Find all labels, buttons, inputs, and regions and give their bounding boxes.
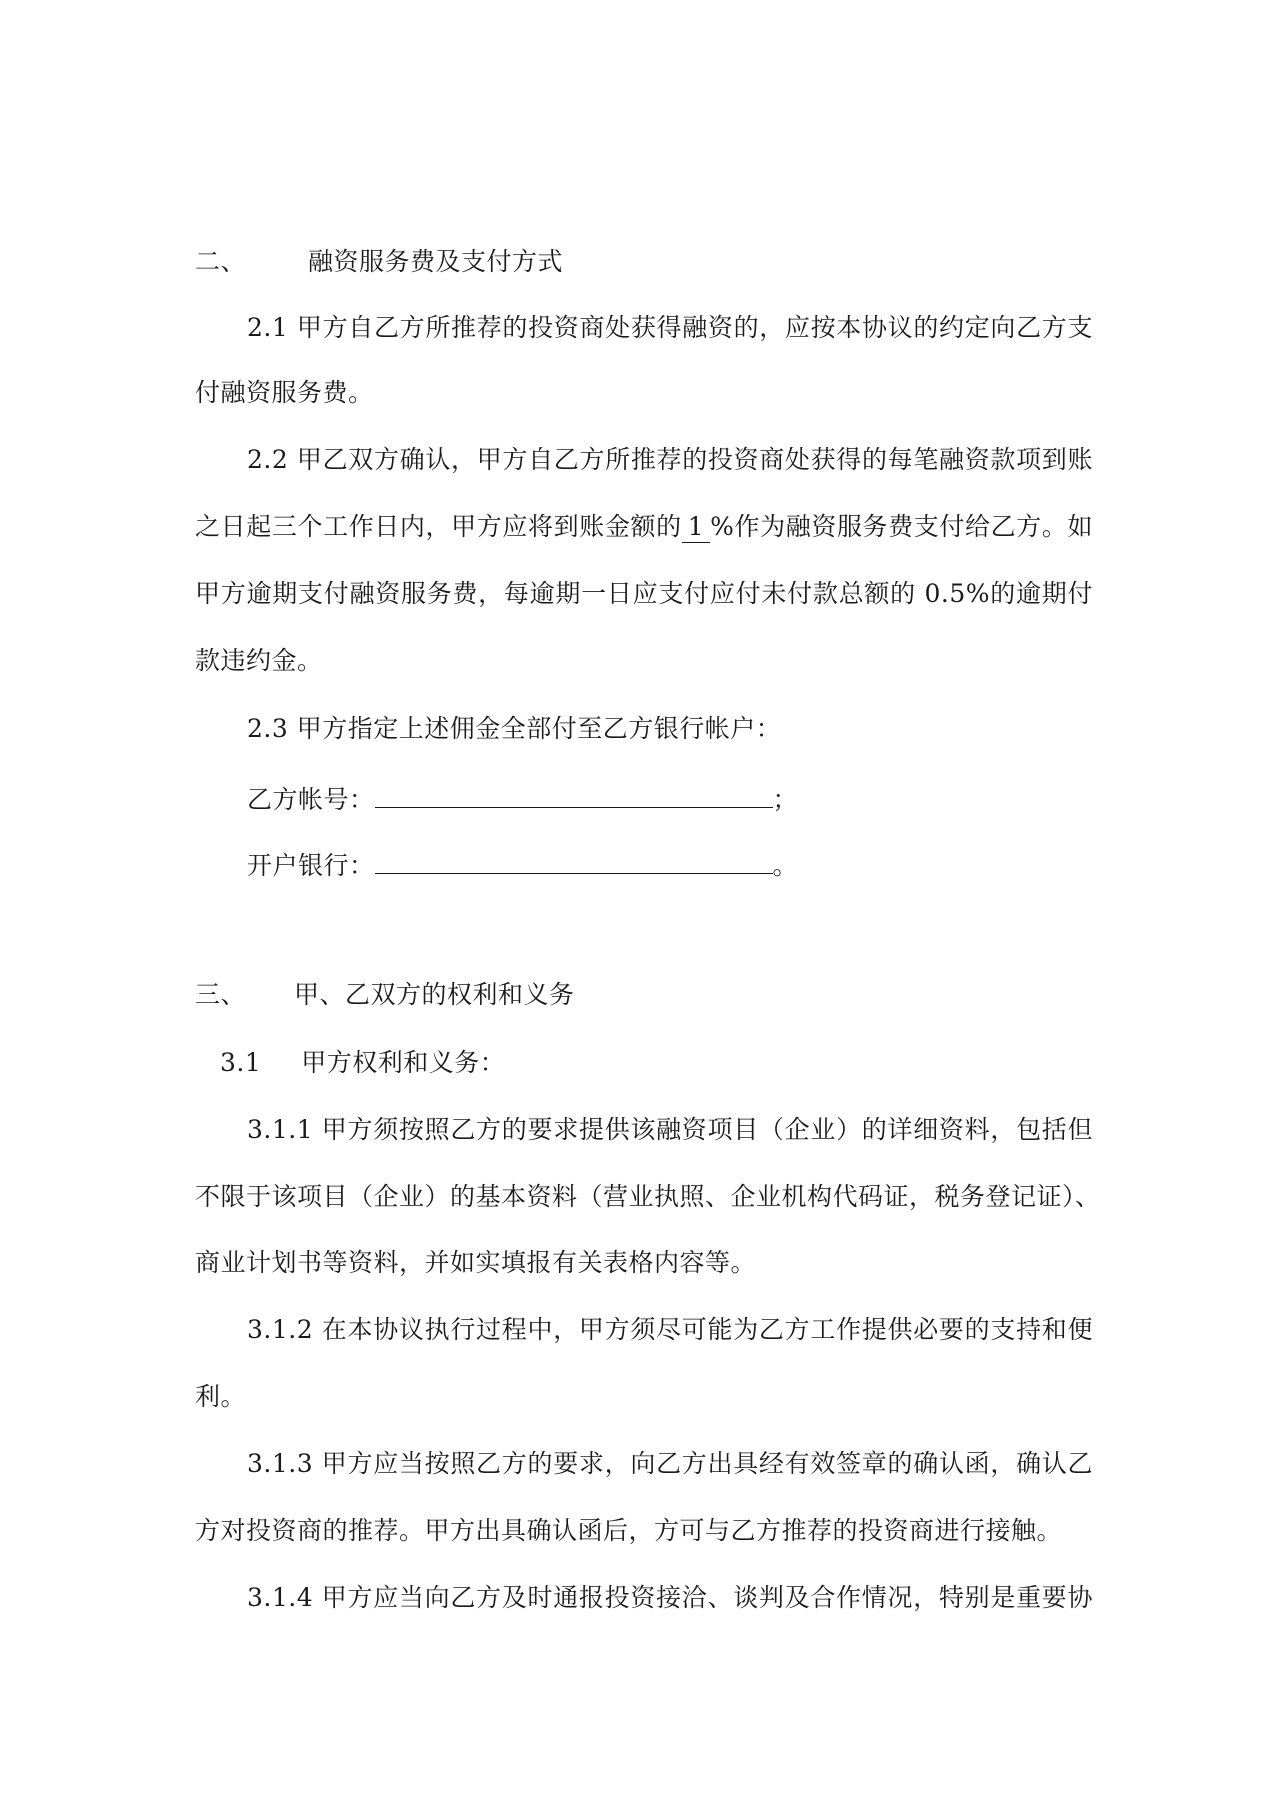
clause-2-1-line-1: 2.1 甲方自乙方所推荐的投资商处获得融资的，应按本协议的约定向乙方支: [247, 313, 1093, 342]
bank-name-blank: [375, 845, 773, 874]
section-3-heading: [195, 978, 575, 1012]
account-number-end: ；: [772, 785, 799, 814]
subsection-3-1-title: 甲方权利和义务：: [301, 1048, 506, 1077]
clause-3-1-4-line-1: 3.1.4 甲方应当向乙方及时通报投资接洽、谈判及合作情况，特别是重要协: [247, 1583, 1093, 1612]
account-number-blank: [375, 779, 773, 808]
account-number-row: [247, 779, 798, 817]
bank-name-row: [247, 845, 798, 883]
subsection-3-1-number: 3.1: [220, 1048, 262, 1077]
clause-2-2-line-3: 甲方逾期支付融资服务费，每逾期一日应支付应付未付款总额的 0.5%的逾期付: [195, 579, 1093, 608]
clause-3-1-2-line-2: 利。: [195, 1382, 247, 1411]
clause-3-1-2-line-1: 3.1.2 在本协议执行过程中，甲方须尽可能为乙方工作提供必要的支持和便: [247, 1315, 1093, 1344]
section-2-number: 二、: [195, 247, 247, 276]
clause-3-1-1-line-3: 商业计划书等资料，并如实填报有关表格内容等。: [195, 1248, 757, 1277]
clause-2-3-line-1: 2.3 甲方指定上述佣金全部付至乙方银行帐户：: [247, 714, 782, 743]
clause-2-2-text-before: 之日起三个工作日内，甲方应将到账金额的: [195, 512, 682, 541]
clause-2-2-line-1: 2.2 甲乙双方确认，甲方自乙方所推荐的投资商处获得的每笔融资款项到账: [247, 445, 1093, 474]
clause-2-2-line-2: [195, 510, 1093, 544]
clause-3-1-1-line-2: 不限于该项目（企业）的基本资料（营业执照、企业机构代码证，税务登记证）、: [195, 1182, 1101, 1211]
subsection-3-1-heading: [220, 1046, 505, 1080]
bank-name-label: 开户银行：: [247, 851, 375, 880]
clause-3-1-3-line-1: 3.1.3 甲方应当按照乙方的要求，向乙方出具经有效签章的确认函，确认乙: [247, 1449, 1093, 1478]
bank-name-end: 。: [772, 851, 799, 880]
clause-3-1-1-line-1: 3.1.1 甲方须按照乙方的要求提供该融资项目（企业）的详细资料，包括但: [247, 1115, 1093, 1144]
clause-2-2-text-after: %作为融资服务费支付给乙方。如: [710, 512, 1093, 541]
clause-3-1-3-line-2: 方对投资商的推荐。甲方出具确认函后，方可与乙方推荐的投资商进行接触。: [195, 1516, 1063, 1545]
section-3-title: 甲、乙双方的权利和义务: [294, 980, 575, 1009]
service-fee-percent-field: 1: [682, 512, 710, 543]
clause-2-1-line-2: 付融资服务费。: [195, 378, 374, 407]
account-number-label: 乙方帐号：: [247, 785, 375, 814]
section-2-heading: [195, 245, 563, 279]
section-3-number: 三、: [195, 980, 247, 1009]
clause-2-2-line-4: 款违约金。: [195, 646, 323, 675]
section-2-title: 融资服务费及支付方式: [308, 247, 564, 276]
